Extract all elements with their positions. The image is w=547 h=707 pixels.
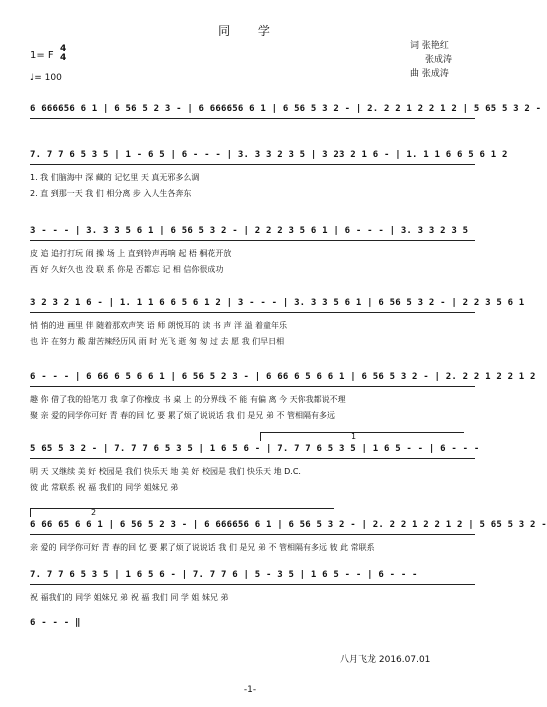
beam-line <box>30 118 475 121</box>
beam-line <box>30 458 475 461</box>
lyric-verse-2: 彼 此 常联系 祝 福 我们的 同学 姐妹兄 弟 <box>30 483 179 492</box>
notation-line: 5 65 5 3 2 - | 7. 7 7 6 5 3 5 | 1 6 5 6 - | 7. 7 7 6 5 3 5 | 1 6 5 - - | 6 - - - <box>30 444 480 454</box>
footer-signature-date: 八月飞龙 2016.07.01 <box>340 655 431 665</box>
notation-line: 6 66 65 6 6 1 | 6 56 5 2 3 - | 6 666656 6 1 | 6 56 5 3 2 - | 2. 2 2 1 2 2 1 2 | 5 65 5 3 2 - <box>30 520 547 530</box>
score-system-4 <box>30 298 525 362</box>
time-signature-bottom: 4 <box>60 53 67 63</box>
page-number: -1- <box>243 685 257 695</box>
notation-line: 7. 7 7 6 5 3 5 | 1 6 5 6 - | 7. 7 7 6 | 5 - 3 5 | 1 6 5 - - | 6 - - - <box>30 570 418 580</box>
lyric-verse-2: 也 许 在努力 酸 甜苦辣经历风 雨 时 光飞 逝 匆 匆 过 去 愿 我 们早日相 <box>30 337 285 346</box>
score-system-3 <box>30 226 475 290</box>
notation-line: 7. 7 7 6 5 3 5 | 1 - 6 5 | 6 - - - | 3. 3 3 2 3 5 | 3 23 2 1 6 - | 1. 1 1 6 6 5 6 1 2 <box>30 150 508 160</box>
key-signature: 1= F <box>30 50 54 61</box>
beam-line <box>30 312 475 315</box>
volta-1-bracket <box>260 432 464 441</box>
notation-line: 3 2 3 2 1 6 - | 1. 1 1 6 6 5 6 1 2 | 3 - - - | 3. 3 3 5 6 1 | 6 56 5 3 2 - | 2 2 3 5 6 1 <box>30 298 525 308</box>
song-title: 同 学 <box>218 24 282 38</box>
score-system-9 <box>30 618 475 638</box>
score-system-6 <box>30 432 480 508</box>
beam-line <box>30 584 475 587</box>
notation-line: 6 - - - ‖ <box>30 618 81 628</box>
volta-2-number: 2 <box>91 508 97 517</box>
lyricist-credit-2: 张成涛 <box>425 55 453 65</box>
lyric-verse-2: 2. 直 到那一天 我 们 相分离 步 入人生各奔东 <box>30 189 192 198</box>
beam-line <box>30 386 475 389</box>
lyric-verse-1: 明 天 又继续 美 好 校园是 我们 快乐天 地 美 好 校园是 我们 快乐天 地 D.C. <box>30 467 301 476</box>
volta-1-number: 1 <box>351 432 357 441</box>
volta-2-bracket <box>30 508 334 517</box>
beam-line <box>30 164 475 167</box>
lyric-verse-1: 趣 你 借了我的铅笔刀 我 拿了你橡皮 书 桌 上 的分界线 不 能 有偏 离 今 天你我都说不理 <box>30 395 346 404</box>
beam-line <box>30 240 475 243</box>
lyric-verse-1: 祝 福我们的 同学 姐妹兄 弟 祝 福 我们 同 学 姐 妹兄 弟 <box>30 593 229 602</box>
time-signature-top: 4 <box>60 44 67 54</box>
time-signature <box>60 45 66 63</box>
lyric-verse-2: 西 好 久好久也 没 联 系 你是 否都忘 记 相 信你很成功 <box>30 265 224 274</box>
beam-line <box>30 534 475 537</box>
lyric-verse-1: 亲 爱的 同学你可好 青 春的回 忆 要 累了烦了说说话 我 们 是兄 弟 不 管相隔有多远 彼 此 常联系 <box>30 543 375 552</box>
lyric-verse-2: 聚 亲 爱的同学你可好 青 春的回 忆 要 累了烦了说说话 我 们 是兄 弟 不 管相隔有多远 <box>30 411 336 420</box>
lyric-verse-1: 悄 悄的进 画里 伴 随着那欢声笑 语 师 朗悦耳的 读 书 声 洋 溢 着童年乐 <box>30 321 288 330</box>
tempo-marking: ♩= 100 <box>30 73 62 83</box>
lyric-verse-1: 1. 我 们脑海中 深 藏的 记忆里 天 真无邪多么调 <box>30 173 200 182</box>
notation-line: 6 - - - | 6 66 6 5 6 6 1 | 6 56 5 2 3 - | 6 66 6 5 6 6 1 | 6 56 5 3 2 - | 2. 2 2 1 2 2 1 2 <box>30 372 536 382</box>
notation-line: 6 666656 6 1 | 6 56 5 2 3 - | 6 666656 6 1 | 6 56 5 3 2 - | 2. 2 2 1 2 2 1 2 | 5 65 5 3 2 - <box>30 104 542 114</box>
score-system-2 <box>30 150 508 214</box>
score-system-5 <box>30 372 536 436</box>
composer-credit: 曲 张成涛 <box>410 69 449 79</box>
lyricist-credit: 词 张艳红 <box>410 41 449 51</box>
lyric-verse-1: 皮 追 追打打玩 闹 操 场 上 直到铃声再响 起 梧 桐花开放 <box>30 249 232 258</box>
notation-line: 3 - - - | 3. 3 3 5 6 1 | 6 56 5 3 2 - | 2 2 2 3 5 6 1 | 6 - - - | 3. 3 3 2 3 5 <box>30 226 469 236</box>
